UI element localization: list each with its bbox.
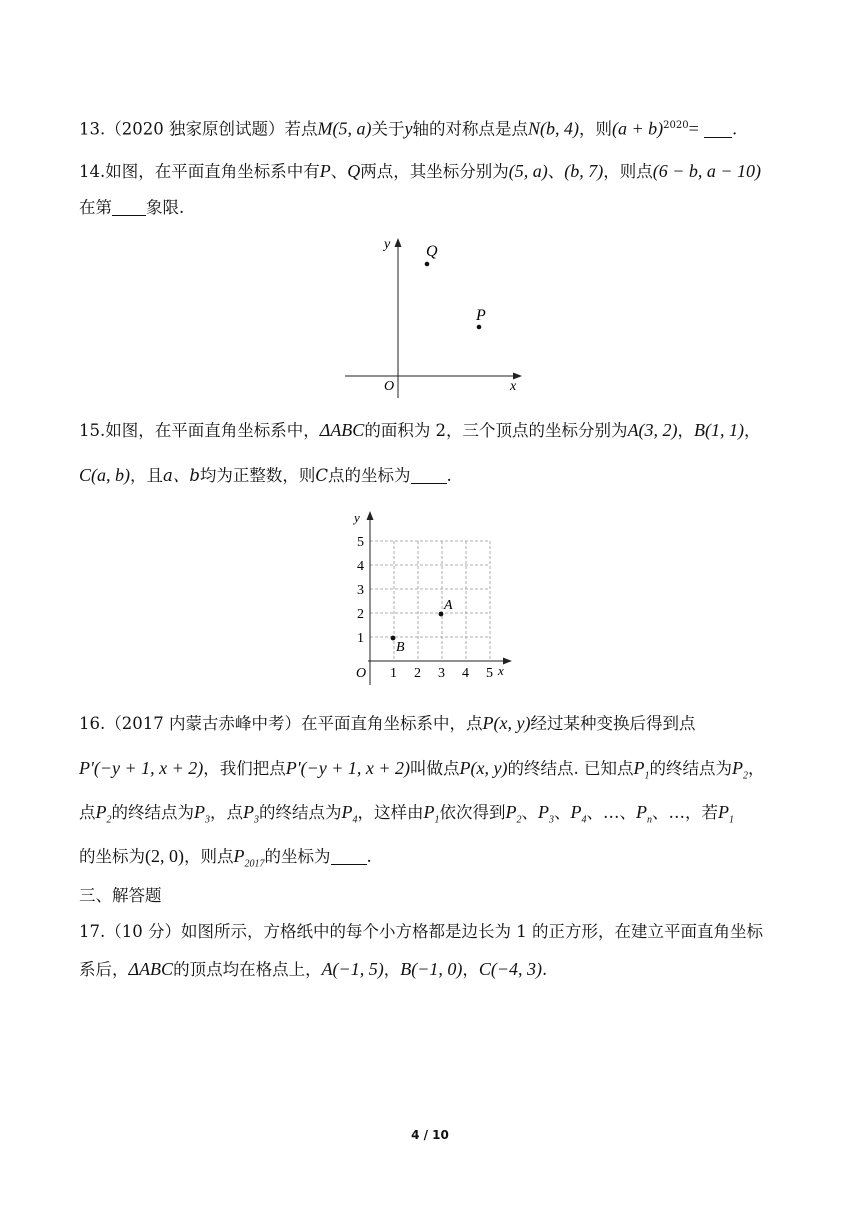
origin-label: O: [356, 666, 367, 681]
y-tick-label: 4: [357, 559, 364, 574]
q15-figure: [340, 505, 520, 690]
a-label: A: [444, 598, 453, 613]
question-14-line-1: 14.如图，在平面直角坐标系中有P、Q两点，其坐标分别为(5, a)、(b, 7)，则点(6 − b, a − 10): [79, 161, 762, 181]
answer-blank: [411, 467, 447, 484]
y-tick-label: 1: [357, 631, 364, 646]
question-16-line-3: 点$P_2$的终结点为$P_3$，点$P_3$的终结点为$P_4$，这样由$P_1$依次得到$P_2$、$P_3$、$P_4$、…、$P_n$、…，若$P_1$: [79, 802, 734, 826]
b-label: B: [396, 640, 405, 655]
section-title: 三、解答题: [79, 886, 162, 905]
x-label: x: [510, 379, 517, 394]
x-axis-arrow: [503, 658, 512, 665]
question-17-line-1: 17.（10 分）如图所示，方格纸中的每个小方格都是边长为 1 的正方形，在建立平面直角坐标: [79, 922, 763, 941]
answer-blank: [331, 848, 367, 865]
q-label: Q: [426, 243, 438, 260]
x-label: x: [498, 663, 504, 678]
y-axis-arrow: [367, 511, 374, 520]
y-tick-label: 2: [357, 607, 364, 622]
x-tick-label: 1: [390, 666, 397, 681]
point-p: [477, 325, 482, 330]
question-16-line-1: 16.（2017 内蒙古赤峰中考）在平面直角坐标系中，点P(x, y)经过某种变换后得到点: [79, 713, 696, 733]
q14-figure: [340, 230, 530, 400]
y-tick-label: 5: [357, 535, 364, 550]
origin-label: O: [384, 379, 395, 394]
y-tick-labels: [357, 535, 364, 646]
question-15-line-2: C(a, b)，且a、b均为正整数，则C点的坐标为 .: [79, 465, 452, 485]
x-tick-label: 3: [438, 666, 445, 681]
y-axis-arrow: [395, 238, 402, 247]
point-b: [391, 636, 396, 641]
page-number: 4 / 10: [411, 1128, 449, 1142]
question-17-line-2: 系后，ΔABC的顶点均在格点上，A(−1, 5)，B(−1, 0)，C(−4, 3).: [79, 959, 548, 979]
answer-blank: [112, 199, 146, 216]
y-label: y: [384, 237, 391, 252]
y-label: y: [354, 510, 360, 525]
answer-blank: [704, 121, 732, 138]
x-tick-labels: [390, 666, 493, 681]
question-16-line-2: P'(−y + 1, x + 2)，我们把点P'(−y + 1, x + 2)叫做点P(x, y)的终结点. 已知点$P_1$的终结点为$P_2$，: [79, 758, 765, 782]
question-14-line-2: 在第 象限.: [79, 198, 185, 217]
point-a: [439, 612, 444, 617]
x-tick-label: 4: [462, 666, 469, 681]
point-q: [425, 262, 430, 267]
question-15-line-1: 15.如图，在平面直角坐标系中，ΔABC的面积为 2，三个顶点的坐标分别为A(3, 2)，B(1, 1)，: [79, 420, 761, 440]
dashed-grid: [370, 541, 490, 661]
question-13: 13.（2020 独家原创试题）若点M(5, a)关于y轴的对称点是点N(b, 4)，则$(a + b)^{2020}=$ .: [79, 118, 738, 139]
question-16-line-4: 的坐标为(2, 0)，则点$P_{2017}$的坐标为 .: [79, 846, 372, 870]
y-tick-label: 3: [357, 583, 364, 598]
p-label: P: [476, 307, 486, 324]
x-tick-label: 2: [414, 666, 421, 681]
x-tick-label: 5: [486, 666, 493, 681]
